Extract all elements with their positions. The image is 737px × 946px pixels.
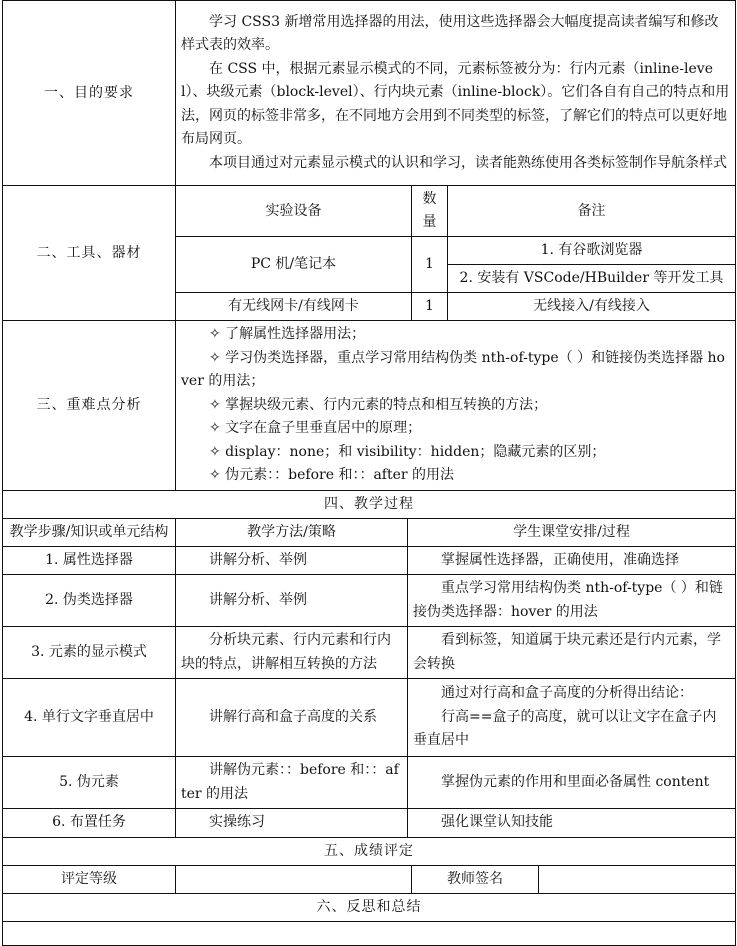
equipment-header-row [3, 186, 736, 237]
method-col-header: 教学方法/策略 [176, 518, 408, 546]
step-name: 5. 伪元素 [3, 757, 176, 809]
equipment-note: 无线接入/有线接入 [448, 293, 736, 321]
key-point-item: ✧ 伪元素：：before 和：：after 的用法 [209, 467, 455, 483]
reflection-title: 六、反思和总结 [3, 893, 736, 921]
key-point-item: ✧ display：none；和 visibility：hidden；隐藏元素的区别； [209, 443, 606, 460]
notes-col-header: 备注 [448, 186, 736, 237]
key-points-content [176, 321, 736, 491]
student-text: 强化课堂认知技能 [441, 814, 553, 830]
objectives-content [176, 1, 736, 186]
step-method [176, 546, 408, 575]
student-col-header: 学生课堂安排/过程 [408, 518, 736, 546]
step-method [176, 627, 408, 679]
step-student [408, 627, 736, 679]
equipment-device: 有无线网卡/有线网卡 [176, 293, 412, 321]
lesson-plan-table [2, 0, 736, 946]
objectives-paragraph: 学习 CSS3 新增常用选择器的用法，使用这些选择器会大幅度提高读者编写和修改样式表的效率。 [181, 13, 719, 54]
method-text: 讲解伪元素：：before 和：：after 的用法 [181, 762, 399, 802]
section-key-points [3, 321, 736, 491]
step-name: 1. 属性选择器 [3, 546, 176, 575]
reflection-content-row [3, 921, 736, 945]
teaching-process-title: 四、教学过程 [3, 490, 736, 518]
student-text: 掌握伪元素的作用和里面必备属性 content [441, 773, 710, 790]
step-method [176, 679, 408, 757]
teacher-signature-value[interactable] [539, 865, 736, 893]
reflection-title-row [3, 893, 736, 921]
teaching-step-row [3, 627, 736, 679]
teaching-step-row [3, 575, 736, 627]
step-name: 2. 伪类选择器 [3, 575, 176, 627]
student-text: 行高==盒子的高度，就可以让文字在盒子内垂直居中 [413, 708, 717, 749]
key-point-item: ✧ 了解属性选择器用法； [209, 326, 366, 342]
teacher-signature-label: 教师签名 [412, 865, 539, 893]
objectives-paragraph: 在 CSS 中，根据元素显示模式的不同，元素标签被分为：行内元素（inline-level）、块级元素（block-level）、行内块元素（inline-block）。它们各自有自己的特点和用法，网页的标签非常多，在不同地方会用到不同类型的标签，了解它们的特点可以更好地布局网页。 [181, 60, 730, 148]
step-student [408, 679, 736, 757]
method-text: 实操练习 [209, 814, 265, 830]
equipment-quantity: 1 [412, 293, 448, 321]
teaching-step-row [3, 546, 736, 575]
step-student [408, 546, 736, 575]
step-name: 6. 布置任务 [3, 809, 176, 838]
quantity-col-header: 数量 [412, 186, 448, 237]
step-name: 4. 单行文字垂直居中 [3, 679, 176, 757]
grade-level-value[interactable] [176, 865, 412, 893]
step-col-header: 教学步骤/知识或单元结构 [3, 518, 176, 546]
step-method [176, 575, 408, 627]
objectives-paragraph: 本项目通过对元素显示模式的认识和学习，读者能熟练使用各类标签制作导航条样式 [209, 154, 727, 171]
key-point-item: ✧ 学习伪类选择器，重点学习常用结构伪类 nth-of-type（ ）和链接伪类选择器 hover 的用法； [181, 349, 725, 389]
grading-title-row [3, 837, 736, 865]
step-student [408, 575, 736, 627]
key-point-item: ✧ 文字在盒子里垂直居中的原理； [209, 420, 422, 436]
equipment-col-header: 实验设备 [176, 186, 412, 237]
grading-title: 五、成绩评定 [3, 837, 736, 865]
key-point-item: ✧ 掌握块级元素、行内元素的特点和相互转换的方法； [209, 396, 548, 413]
step-student [408, 757, 736, 809]
key-points-label: 三、重难点分析 [3, 321, 176, 491]
grade-level-label: 评定等级 [3, 865, 176, 893]
method-text: 讲解行高和盒子高度的关系 [209, 708, 377, 725]
section-objectives [3, 1, 736, 186]
teaching-step-row [3, 679, 736, 757]
equipment-quantity: 1 [412, 237, 448, 293]
method-text: 分析块元素、行内元素和行内块的特点，讲解相互转换的方法 [181, 632, 391, 672]
reflection-content[interactable] [3, 921, 736, 945]
equipment-note: 2. 安装有 VSCode/HBuilder 等开发工具 [448, 265, 736, 293]
teaching-process-header-row [3, 518, 736, 546]
step-student [408, 809, 736, 838]
student-text: 掌握属性选择器，正确使用，准确选择 [441, 551, 679, 568]
method-text: 讲解分析、举例 [209, 551, 307, 568]
equipment-device: PC 机/笔记本 [176, 237, 412, 293]
grading-row [3, 865, 736, 893]
objectives-label: 一、目的要求 [3, 1, 176, 186]
teaching-step-row [3, 757, 736, 809]
teaching-step-row [3, 809, 736, 838]
equipment-label: 二、工具、器材 [3, 186, 176, 321]
step-method [176, 757, 408, 809]
teaching-process-title-row [3, 490, 736, 518]
step-method [176, 809, 408, 838]
method-text: 讲解分析、举例 [209, 591, 307, 608]
student-text: 通过对行高和盒子高度的分析得出结论： [441, 685, 693, 702]
student-text: 看到标签，知道属于块元素还是行内元素，学会转换 [413, 632, 721, 672]
student-text: 重点学习常用结构伪类 nth-of-type（ ）和链接伪类选择器：hover 的用法 [413, 580, 723, 620]
step-name: 3. 元素的显示模式 [3, 627, 176, 679]
equipment-note: 1. 有谷歌浏览器 [448, 237, 736, 265]
